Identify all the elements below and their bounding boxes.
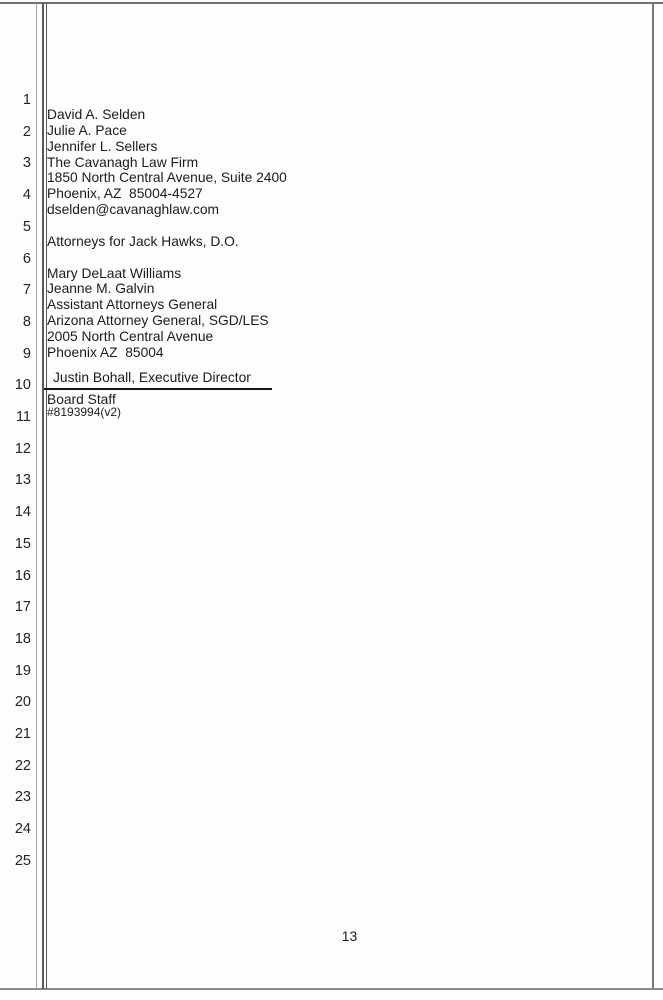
margin-line-number: 2 — [22, 123, 31, 140]
document-text-line: Arizona Attorney General, SGD/LES — [47, 313, 269, 329]
margin-line-number: 10 — [14, 377, 31, 394]
signature-rule — [44, 388, 272, 390]
margin-line-number: 15 — [14, 535, 31, 552]
document-text-line: Mary DeLaat Williams — [47, 265, 182, 281]
document-reference-number: #8193994(v2) — [47, 404, 122, 419]
margin-line-number: 14 — [14, 504, 31, 521]
margin-line-number: 21 — [14, 726, 31, 742]
document-text-line: Jeanne M. Galvin — [47, 281, 155, 297]
document-text-line: 1850 North Central Avenue, Suite 2400 — [47, 170, 287, 186]
margin-rule-light — [36, 3, 37, 989]
margin-line-number: 13 — [14, 472, 31, 489]
margin-line-number: 12 — [14, 440, 31, 457]
margin-line-number: 11 — [15, 409, 31, 425]
signature-label: Board Staff — [47, 391, 116, 407]
margin-line-number: 23 — [14, 789, 31, 806]
document-text-line: Jennifer L. Sellers — [47, 138, 158, 154]
page-border-right — [652, 2, 654, 989]
signature-name-line: Justin Bohall, Executive Director — [53, 370, 251, 385]
margin-line-number: 16 — [14, 567, 31, 584]
margin-line-number: 1 — [22, 92, 31, 108]
margin-line-number: 19 — [14, 662, 31, 679]
margin-line-number: 8 — [22, 313, 31, 330]
margin-line-number: 4 — [22, 187, 31, 204]
document-text-line: Phoenix, AZ 85004-4527 — [47, 186, 203, 202]
margin-line-number: 22 — [14, 757, 31, 774]
margin-line-number: 25 — [14, 852, 31, 869]
document-text-line: Phoenix AZ 85004 — [47, 344, 164, 360]
document-text-line: 2005 North Central Avenue — [47, 328, 214, 344]
margin-line-number: 17 — [14, 599, 31, 616]
document-text-line: dselden@cavanaghlaw.com — [47, 202, 220, 218]
margin-line-number: 18 — [14, 630, 31, 647]
margin-line-number: 9 — [22, 345, 31, 362]
margin-line-number: 20 — [14, 694, 31, 711]
page-border-top — [0, 2, 663, 4]
document-text-line: Assistant Attorneys General — [47, 297, 218, 313]
margin-line-number: 6 — [22, 250, 31, 267]
margin-line-number: 24 — [14, 821, 31, 838]
document-text-line: The Cavanagh Law Firm — [47, 154, 199, 170]
page-border-bottom — [0, 988, 663, 990]
pleading-double-rule-left — [42, 3, 44, 989]
page-number: 13 — [341, 928, 358, 944]
margin-line-number: 5 — [22, 218, 31, 235]
margin-line-number: 7 — [22, 282, 31, 299]
document-text-line: Julie A. Pace — [47, 122, 127, 138]
document-text-line: Attorneys for Jack Hawks, D.O. — [47, 233, 239, 249]
document-text-line: David A. Selden — [47, 107, 146, 122]
margin-line-number: 3 — [22, 155, 31, 172]
